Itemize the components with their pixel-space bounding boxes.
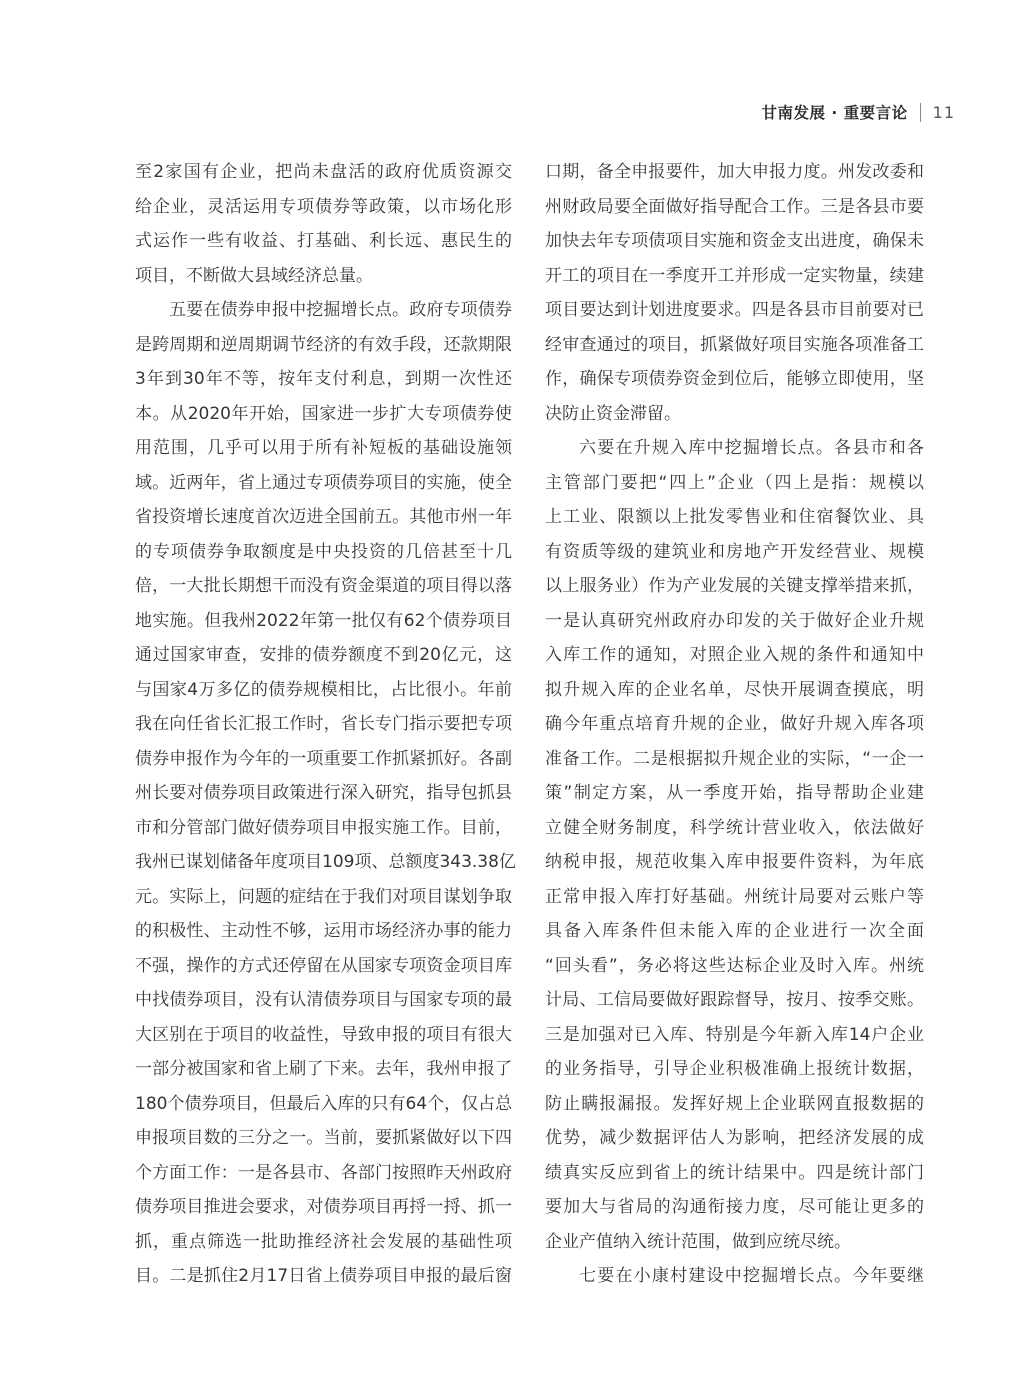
text-line: 六要在升规入库中挖掘增长点。各县市和各 xyxy=(579,438,924,458)
text-line: 项目要达到计划进度要求。四是各县市目前要对已 xyxy=(545,300,924,320)
running-header-title: 甘南发展 · 重要言论 xyxy=(761,104,908,122)
paragraph xyxy=(135,155,512,293)
text-line: 是跨周期和逆周期调节经济的有效手段，还款期限 xyxy=(135,334,512,355)
text-line: 入库工作的通知，对照企业入规的条件和通知中 xyxy=(545,645,924,665)
text-line: 立健全财务制度，科学统计营业收入，依法做好 xyxy=(545,817,924,838)
text-line: 开工的项目在一季度开工并形成一定实物量，续建 xyxy=(545,265,924,286)
text-line: 通过国家审查，安排的债券额度不到20亿元，这 xyxy=(135,645,512,665)
text-line: 地实施。但我州2022年第一批仅有62个债券项目 xyxy=(135,610,512,631)
paragraph xyxy=(545,431,924,1259)
text-line: 策”制定方案，从一季度开始，指导帮助企业建 xyxy=(545,783,924,803)
text-line: 纳税申报，规范收集入库申报要件资料，为年底 xyxy=(545,852,924,872)
text-line: 绩真实反应到省上的统计结果中。四是统计部门 xyxy=(545,1162,924,1183)
text-line: 三是加强对已入库、特别是今年新入库14户企业 xyxy=(545,1024,924,1045)
running-header xyxy=(761,100,955,124)
text-line: 七要在小康村建设中挖掘增长点。今年要继 xyxy=(579,1266,924,1286)
text-line: 3年到30年不等，按年支付利息，到期一次性还 xyxy=(135,369,512,389)
left-column xyxy=(135,155,516,1294)
text-line: 中找债券项目，没有认清债券项目与国家专项的最 xyxy=(135,990,512,1010)
text-line: 决防止资金滞留。 xyxy=(545,403,681,424)
text-line: 州长要对债券项目政策进行深入研究，指导包抓县 xyxy=(135,783,512,803)
text-line: 具备入库条件但未能入库的企业进行一次全面 xyxy=(545,921,924,941)
text-line: 至2家国有企业，把尚未盘活的政府优质资源交 xyxy=(135,162,512,182)
text-line: 五要在债券申报中挖掘增长点。政府专项债券 xyxy=(169,300,512,320)
text-line: 债券申报作为今年的一项重要工作抓紧抓好。各副 xyxy=(135,748,512,769)
text-line: 优势，减少数据评估人为影响，把经济发展的成 xyxy=(545,1128,924,1148)
text-line: 市和分管部门做好债券项目申报实施工作。目前， xyxy=(135,817,512,838)
text-line: 拟升规入库的企业名单，尽快开展调查摸底，明 xyxy=(545,679,924,700)
text-line: 与国家4万多亿的债券规模相比，占比很小。年前 xyxy=(135,679,512,700)
paragraph xyxy=(545,155,924,431)
text-line: 一部分被国家和省上刷了下来。去年，我州申报了 xyxy=(135,1059,512,1079)
right-column xyxy=(545,155,924,1294)
text-line: 抓，重点筛选一批助推经济社会发展的基础性项 xyxy=(135,1231,512,1252)
paragraph xyxy=(135,293,516,1294)
text-line: 的专项债券争取额度是中央投资的几倍甚至十几 xyxy=(135,541,512,562)
page-number: 11 xyxy=(932,102,955,122)
text-line: 计局、工信局要做好跟踪督导，按月、按季交账。 xyxy=(545,990,924,1010)
text-line: 加快去年专项债项目实施和资金支出进度，确保未 xyxy=(545,231,924,251)
text-line: 企业产值纳入统计范围，做到应统尽统。 xyxy=(545,1231,851,1252)
text-line: 我在向任省长汇报工作时，省长专门指示要把专项 xyxy=(135,714,512,734)
text-line: 防止瞒报漏报。发挥好规上企业联网直报数据的 xyxy=(545,1093,924,1114)
text-line: 省投资增长速度首次迈进全国前五。其他市州一年 xyxy=(135,507,512,527)
text-line: 我州已谋划储备年度项目109项、总额度343.38亿 xyxy=(135,852,516,872)
text-line: 有资质等级的建筑业和房地产开发经营业、规模 xyxy=(545,541,924,562)
text-line: 要加大与省局的沟通衔接力度，尽可能让更多的 xyxy=(545,1197,924,1217)
text-line: 个方面工作：一是各县市、各部门按照昨天州政府 xyxy=(135,1162,512,1183)
text-line: 用范围，几乎可以用于所有补短板的基础设施领 xyxy=(135,438,512,458)
text-line: 上工业、限额以上批发零售业和住宿餐饮业、具 xyxy=(545,507,924,527)
text-line: “回头看”，务必将这些达标企业及时入库。州统 xyxy=(545,955,924,976)
text-line: 经审查通过的项目，抓紧做好项目实施各项准备工 xyxy=(545,334,924,355)
text-line: 以上服务业）作为产业发展的关键支撑举措来抓， xyxy=(545,576,924,596)
text-line: 域。近两年，省上通过专项债券项目的实施，使全 xyxy=(135,472,512,493)
text-line: 元。实际上，问题的症结在于我们对项目谋划争取 xyxy=(135,886,512,907)
text-line: 本。从2020年开始，国家进一步扩大专项债券使 xyxy=(135,403,512,424)
text-line: 一是认真研究州政府办印发的关于做好企业升规 xyxy=(545,610,924,631)
text-line: 作，确保专项债券资金到位后，能够立即使用，坚 xyxy=(545,369,924,389)
text-line: 准备工作。二是根据拟升规企业的实际，“一企一 xyxy=(545,748,924,769)
text-line: 州财政局要全面做好指导配合工作。三是各县市要 xyxy=(545,196,924,217)
paragraph xyxy=(545,1259,924,1294)
text-line: 式运作一些有收益、打基础、利长远、惠民生的 xyxy=(135,231,512,251)
text-line: 口期，备全申报要件，加大申报力度。州发改委和 xyxy=(545,162,924,182)
text-line: 的积极性、主动性不够，运用市场经济办事的能力 xyxy=(135,921,512,941)
text-line: 项目，不断做大县域经济总量。 xyxy=(135,265,373,286)
text-line: 申报项目数的三分之一。当前，要抓紧做好以下四 xyxy=(135,1128,512,1148)
text-line: 倍，一大批长期想干而没有资金渠道的项目得以落 xyxy=(135,576,512,596)
text-line: 的业务指导，引导企业积极准确上报统计数据， xyxy=(545,1059,924,1079)
text-line: 不强，操作的方式还停留在从国家专项资金项目库 xyxy=(135,955,512,976)
text-line: 主管部门要把“四上”企业（四上是指：规模以 xyxy=(545,472,924,493)
header-divider xyxy=(920,103,921,122)
text-line: 债券项目推进会要求，对债券项目再捋一捋、抓一 xyxy=(135,1197,512,1217)
text-line: 给企业，灵活运用专项债券等政策，以市场化形 xyxy=(135,196,512,217)
text-line: 目。二是抓住2月17日省上债券项目申报的最后窗 xyxy=(135,1266,512,1286)
text-line: 确今年重点培育升规的企业，做好升规入库各项 xyxy=(545,714,924,734)
text-line: 大区别在于项目的收益性，导致申报的项目有很大 xyxy=(135,1024,512,1045)
text-line: 180个债券项目，但最后入库的只有64个，仅占总 xyxy=(135,1093,513,1114)
text-line: 正常申报入库打好基础。州统计局要对云账户等 xyxy=(545,886,924,907)
